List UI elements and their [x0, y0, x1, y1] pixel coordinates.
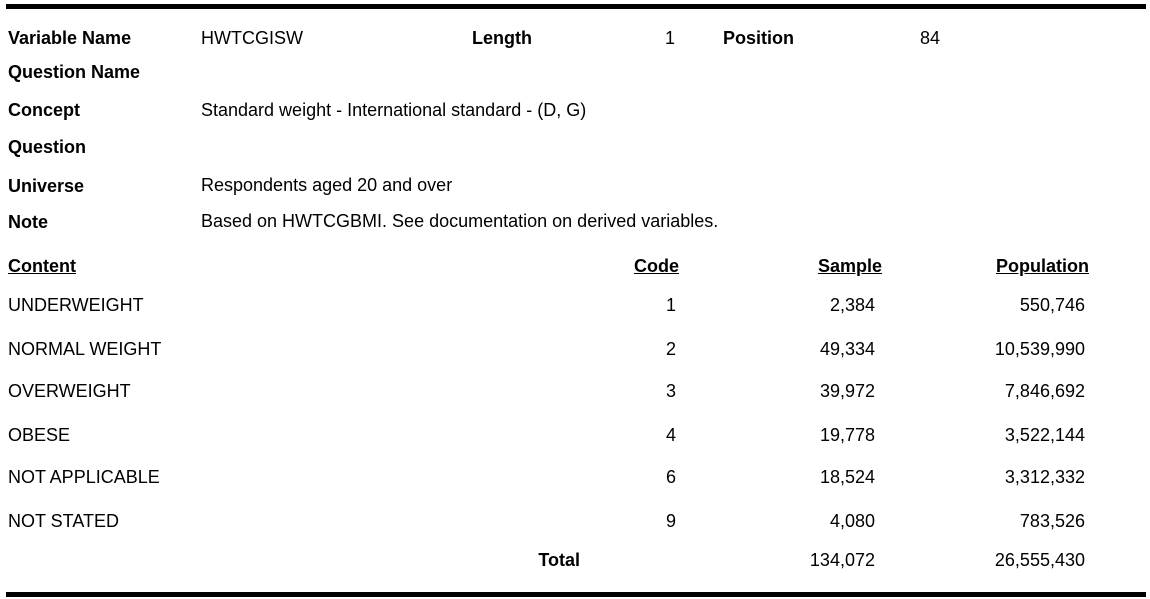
- column-header-code: Code: [634, 256, 679, 276]
- note-value: Based on HWTCGBMI. See documentation on derived variables.: [201, 211, 719, 231]
- table-row: [0, 425, 1150, 445]
- question-label: Question: [8, 137, 87, 157]
- variable-name-value: HWTCGISW: [201, 28, 303, 48]
- row-sample: 39,972: [819, 381, 875, 401]
- row-code: 4: [665, 425, 676, 445]
- row-sample: 19,778: [819, 425, 875, 445]
- length-value: 1: [665, 28, 676, 48]
- row-population: 550,746: [1019, 295, 1085, 315]
- table-row: [0, 467, 1150, 487]
- total-sample: 134,072: [809, 550, 875, 570]
- row-code: 9: [665, 511, 676, 531]
- row-content: NOT STATED: [8, 511, 120, 531]
- table-row: [0, 511, 1150, 531]
- length-label: Length: [472, 28, 532, 48]
- row-population: 783,526: [1019, 511, 1085, 531]
- question-name-label: Question Name: [8, 62, 141, 82]
- position-label: Position: [723, 28, 794, 48]
- top-rule: [6, 4, 1146, 9]
- table-row: [0, 381, 1150, 401]
- row-code: 6: [665, 467, 676, 487]
- row-content: NOT APPLICABLE: [8, 467, 160, 487]
- variable-name-label: Variable Name: [8, 28, 132, 48]
- row-content: OVERWEIGHT: [8, 381, 131, 401]
- total-population: 26,555,430: [994, 550, 1085, 570]
- universe-value: Respondents aged 20 and over: [201, 175, 453, 195]
- row-sample: 2,384: [829, 295, 875, 315]
- row-content: OBESE: [8, 425, 71, 445]
- note-label: Note: [8, 212, 48, 232]
- position-value: 84: [920, 28, 941, 48]
- row-code: 3: [665, 381, 676, 401]
- column-header-population: Population: [996, 256, 1089, 276]
- total-label: Total: [538, 550, 580, 570]
- row-population: 3,312,332: [1004, 467, 1085, 487]
- row-sample: 18,524: [819, 467, 875, 487]
- column-header-content: Content: [8, 256, 76, 276]
- row-population: 3,522,144: [1004, 425, 1085, 445]
- table-row: [0, 295, 1150, 315]
- total-row: [0, 550, 1150, 570]
- row-code: 2: [665, 339, 676, 359]
- column-header-sample: Sample: [817, 256, 882, 276]
- concept-label: Concept: [8, 100, 80, 120]
- row-population: 10,539,990: [994, 339, 1085, 359]
- row-code: 1: [665, 295, 676, 315]
- row-content: NORMAL WEIGHT: [8, 339, 162, 359]
- concept-value: Standard weight - International standard - (D, G): [201, 100, 587, 120]
- bottom-rule: [6, 592, 1146, 597]
- row-content: UNDERWEIGHT: [8, 295, 144, 315]
- row-sample: 49,334: [819, 339, 875, 359]
- row-population: 7,846,692: [1004, 381, 1085, 401]
- row-sample: 4,080: [829, 511, 875, 531]
- table-row: [0, 339, 1150, 359]
- universe-label: Universe: [8, 176, 85, 196]
